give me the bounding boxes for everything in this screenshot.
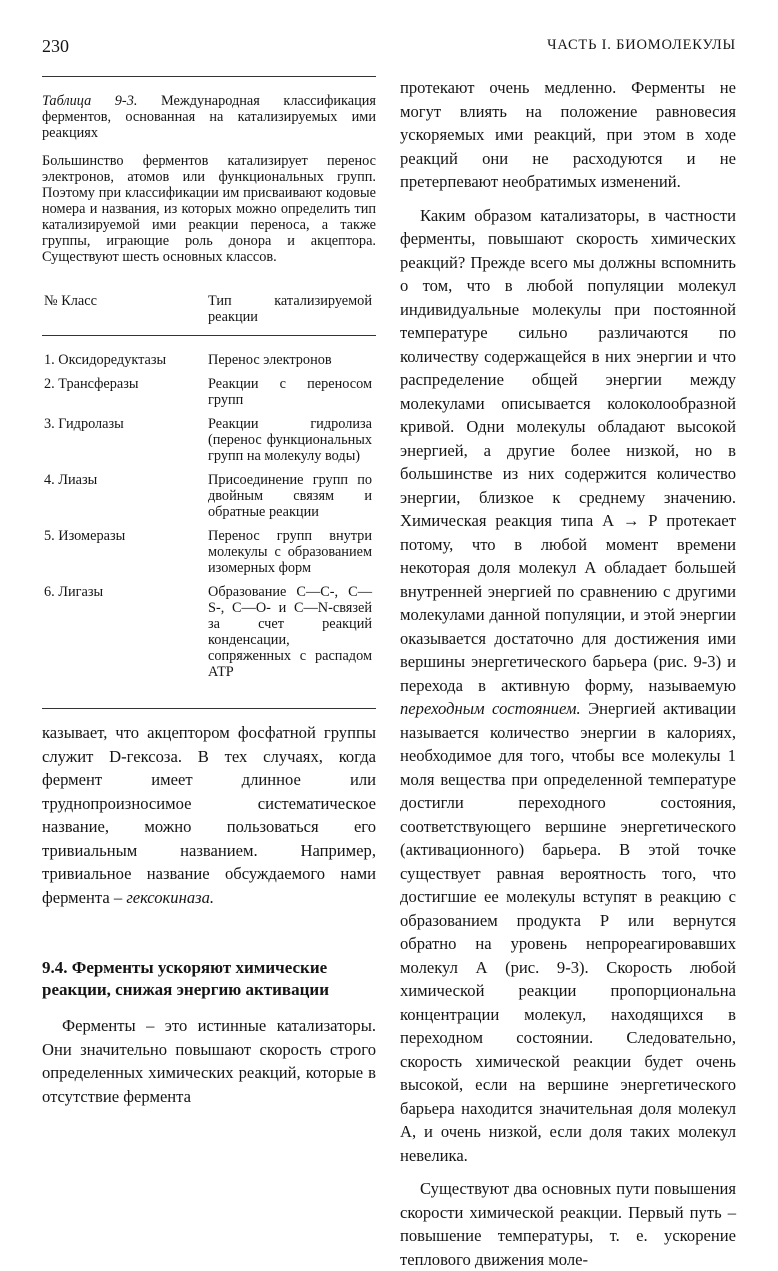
- class-name: 2. Трансферазы: [44, 376, 139, 392]
- class-name: 6. Лигазы: [44, 584, 104, 600]
- continuation-text: казывает, что акцептором фосфатной группы служит D-гексоза. В тех случаях, когда фермент имеет длинное или труднопроизносимое систематическое название, можно пользоваться его тривиальным названием. Например, тривиальное название обсуждаемого нами фермента –: [42, 723, 376, 907]
- column-header-class: № Класс: [44, 293, 97, 309]
- page-header: [42, 36, 736, 60]
- paragraph-2-text-a: Каким образом катализаторы, в частности ферменты, повышают скорость химических реакций? Прежде всего мы должны вспомнить о том, что в любой популяции молекул индивидуальные молекулы при постоянной температуре сильно различаются по количеству содержащейся в них энергии и что распределение общей энергии между молекулами описывается колоколообразной кривой. Одни молекулы обладают высокой энергией, а другие более низкой, но в большинстве из них содержится количество энергии, близкое к среднему значению. Химическая реакция типа А → Р протекает потому, что в любой момент времени некоторая доля молекул А обладает большей внутренней энергией по сравнению с другими молекулами данной популяции, и этой энергии оказывается достаточно для достижения ими вершины энергетического барьера (рис. 9-3) и перехода в активную форму, называемую: [400, 205, 736, 695]
- reaction-type: Перенос групп внутри молекулы с образованием изомерных форм: [208, 528, 372, 576]
- column-header-type: Тип катализируемой реакции: [208, 293, 372, 325]
- table-label: Таблица 9-3.: [42, 93, 138, 109]
- table-caption-text: Международная классификация ферментов, основанная на катализируемых ими реакциях: [42, 93, 377, 141]
- reaction-type: Образование С—С-, С—S-, С—О- и С—N-связей за счет реакций конденсации, сопряженных с распадом АТР: [208, 584, 372, 680]
- class-name: 5. Изомеразы: [44, 528, 126, 544]
- table-row: [42, 528, 376, 576]
- reaction-type: Перенос электронов: [208, 352, 332, 368]
- paragraph-1: протекают очень медленно. Ферменты не могут влиять на положение равновесия ускоряемых ими реакций, при этом в ходе реакций они не расходуются и не претерпевают необратимых изменений.: [400, 78, 736, 191]
- continuation-paragraph: [42, 721, 376, 909]
- section-paragraph: Ферменты – это истинные катализаторы. Они значительно повышают скорость строго определенных химических реакций, которые в отсутствие фермента: [42, 1016, 376, 1106]
- left-column: [42, 76, 376, 1108]
- table-row: [42, 472, 376, 520]
- reaction-type: Присоединение групп по двойным связям и обратные реакции: [208, 472, 372, 520]
- table-row: [42, 416, 376, 464]
- class-name: 3. Гидролазы: [44, 416, 124, 432]
- running-title: ЧАСТЬ I. БИОМОЛЕКУЛЫ: [547, 37, 736, 53]
- table-header: [42, 291, 376, 335]
- table-intro: Большинство ферментов катализирует перенос электронов, атомов или функциональных групп. Поэтому при классификации им присваивают кодовые номера и названия, из которых можно определить тип катализируемой ими реакции переноса, а также группы, играющие роль донора и акцептора. Существуют шесть основных классов.: [42, 153, 376, 265]
- transition-state-term: переходным состоянием.: [400, 699, 581, 718]
- table-top-rule: [42, 76, 376, 77]
- class-name: 1. Оксидоредуктазы: [44, 352, 167, 368]
- class-name: 4. Лиазы: [44, 472, 98, 488]
- right-column: [400, 76, 736, 1271]
- paragraph-3: Существуют два основных пути повышения скорости химической реакции. Первый путь – повышение температуры, т. е. ускорение теплового движения моле-: [400, 1179, 736, 1269]
- page-number: 230: [42, 36, 69, 56]
- trivial-name-term: гексокиназа.: [126, 887, 215, 907]
- paragraph-2-text-b: Энергией активации называется количество энергии в калориях, необходимое для того, чтобы все молекулы 1 моля вещества при определенной температуре достигли переходного состояния, соответствующего вершине энергетического (активационного) барьера. В этой точке существует равная вероятность того, что достигшие ее молекулы вступят в реакцию с образованием продукта Р или вернутся обратно на уровень непрореагировавших молекул А (рис. 9-3). Скорость любой химической реакции пропорциональна концентрации молекул, находящихся в переходном состоянии. Следовательно, скорость химической реакции будет очень высокой, если на вершине энергетического барьера находится значительная доля молекул А, и очень низкой, если доля таких молекул невелика.: [400, 699, 736, 1165]
- table-bottom-rule: [42, 708, 376, 709]
- table-row: [42, 352, 376, 368]
- table-caption: [42, 93, 376, 141]
- table-body: [42, 336, 376, 708]
- paragraph-2: [400, 204, 736, 1168]
- reaction-type: Реакции с переносом групп: [208, 376, 372, 408]
- table-row: [42, 376, 376, 408]
- classification-table: [42, 76, 376, 709]
- reaction-type: Реакции гидролиза (перенос функциональных групп на молекулу воды): [208, 416, 372, 464]
- table-row: [42, 584, 376, 680]
- section-heading: 9.4. Ферменты ускоряют химические реакции, снижая энергию активации: [42, 958, 329, 999]
